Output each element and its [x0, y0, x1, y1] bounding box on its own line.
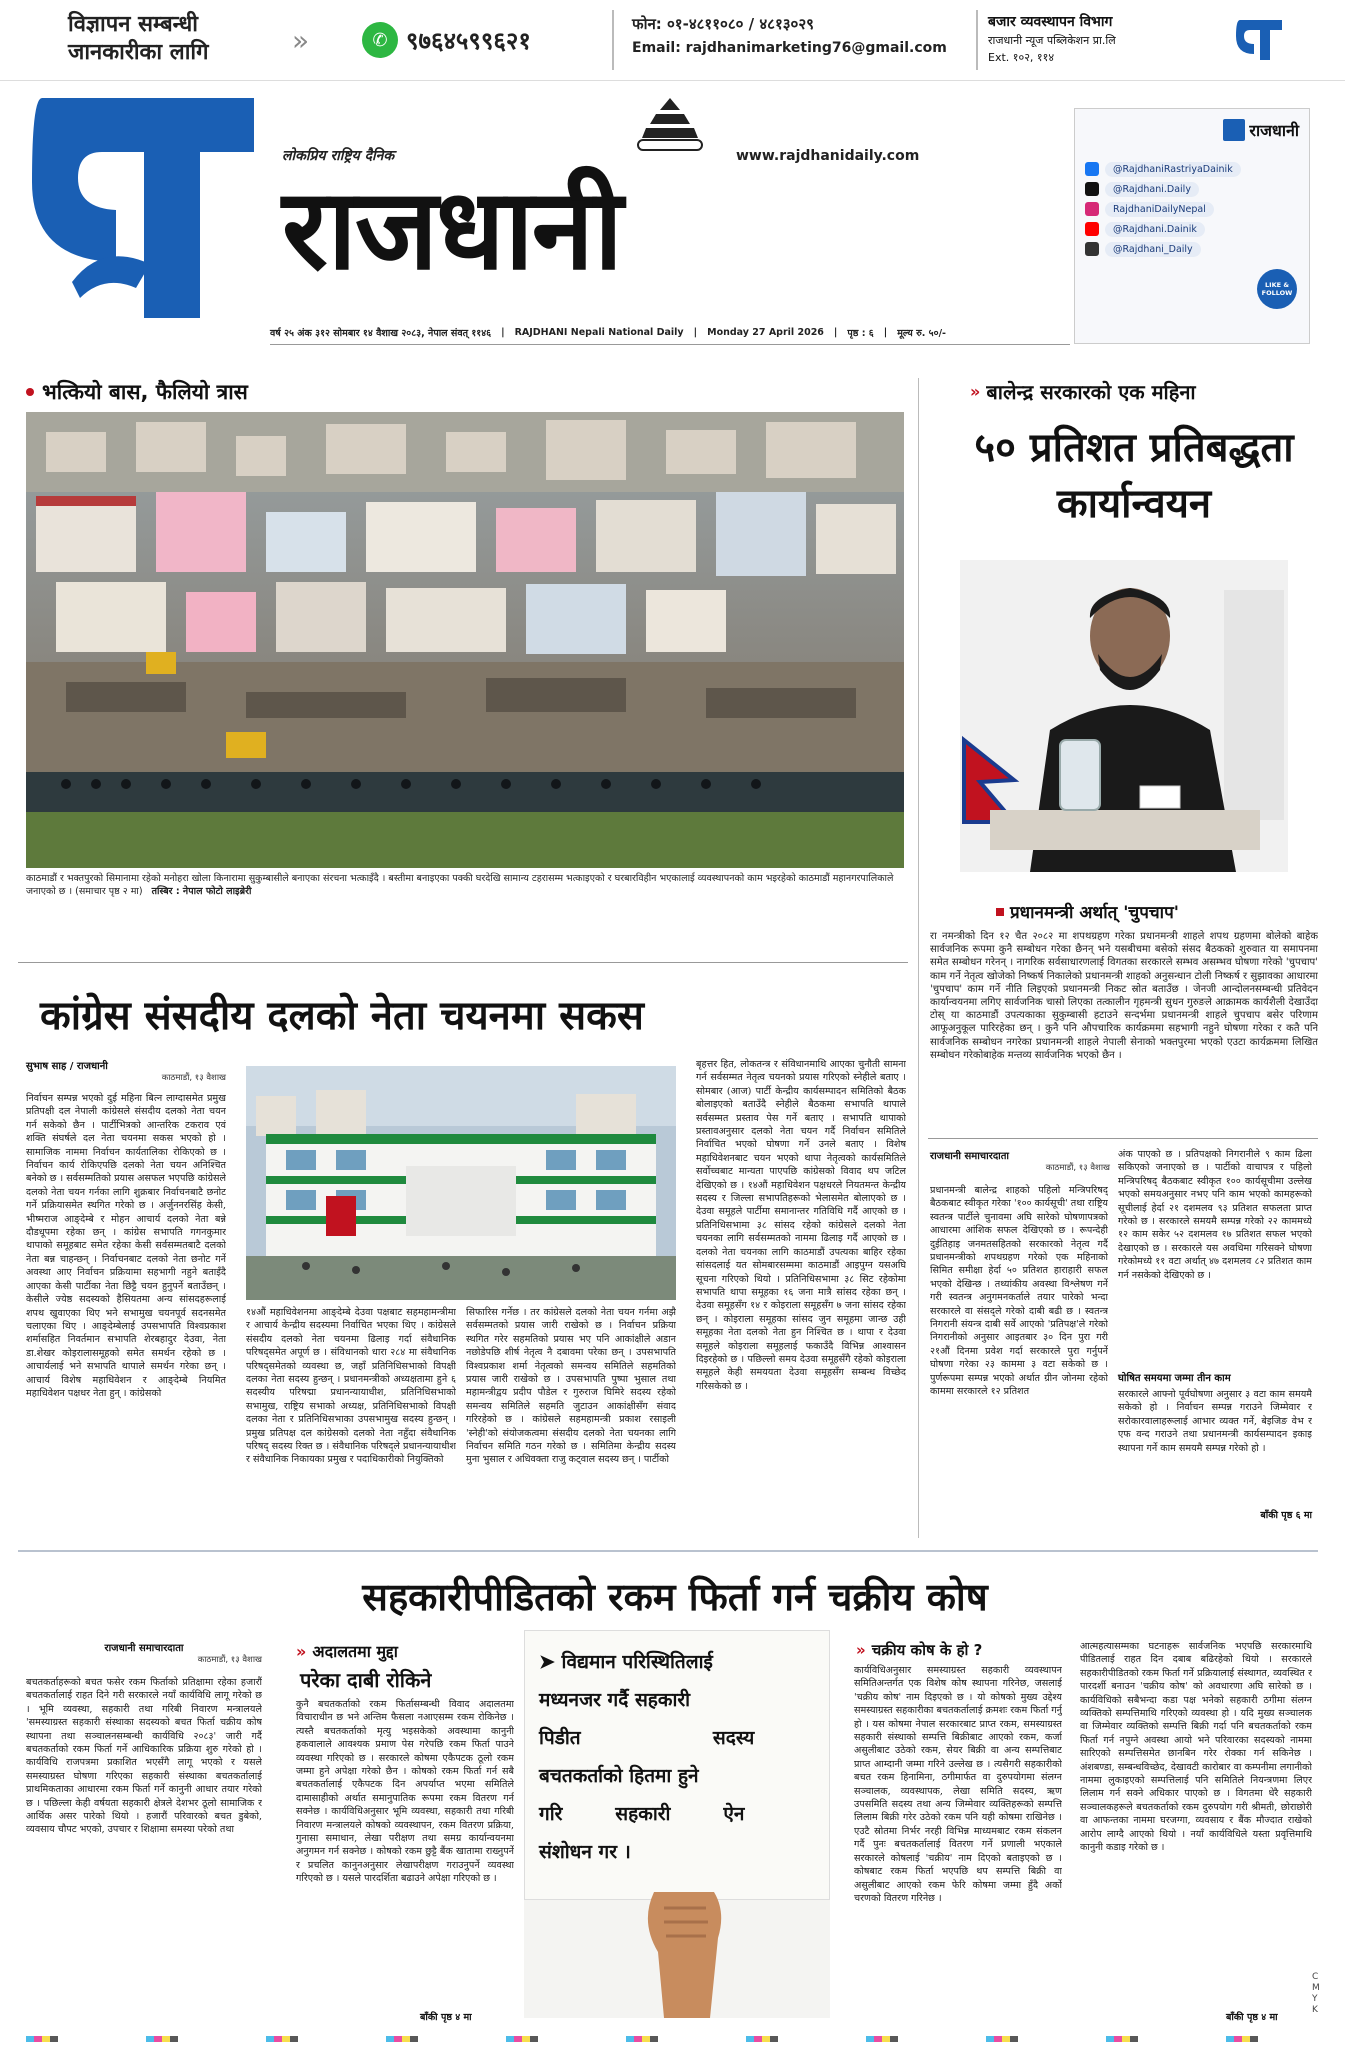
whatsapp-badge: [362, 22, 531, 58]
masthead-logo-icon: [32, 92, 262, 324]
tiktok-icon: [1085, 182, 1099, 196]
youtube-icon: [1085, 222, 1099, 236]
hand-holding-icon: [634, 1892, 734, 2018]
fund-text: कार्यविधिअनुसार समस्याग्रस्त सहकारी व्यवस्थापन समितिअन्तर्गत एक विशेष कोष स्थापना गरिनेछ, जसलाई 'चक्रीय कोष' नाम दिइएको छ । यो कोषको मुख्य उद्देश्य समस्याग्रस्त सहकारीका बचतकर्तालाई क्रमशः रकम फिर्ता गर्नु हो । यस कोषमा नेपाल सरकारबाट प्राप्त रकम, समस्याग्रस्त सहकारी संस्थाको सम्पत्ति बिक्रीबाट आएको रकम, कर्जा असुलीबाट उठेको रकम, सेयर बिक्री वा अन्य सम्पत्तिबाट प्राप्त आम्दानी जम्मा गरिने उल्लेख छ । त्यसैगरी सहकारीको बचत रकम हिनामिना, ठगीमार्फत वा दुरुपयोगमा संलग्न सञ्चालक, व्यवस्थापक, लेखा समिति सदस्य, ऋण उपसमिति सदस्य तथा अन्य जिम्मेवार व्यक्तिहरूको सम्पत्ति लिलाम बिक्री गरेर उठेको रकम पनि यही कोषमा राखिनेछ । एउटै स्रोतमा निर्भर नरही विभिन्न माध्यमबाट रकम संकलन गर्दै पुनः बचतकर्तालाई वितरण गर्ने प्रणाली भएकाले सरकारले कोषलाई 'चक्रीय' नाम दिएको बताइएको छ । कोषबाट रकम फिर्ता भएपछि थप सम्पत्ति बिक्री वा असुलीबाट आएको रकम फेरि कोषमा जम्मा हुँदै अर्को चरणको वितरण गरिनेछ ।: [854, 1665, 1062, 1904]
social-tiktok[interactable]: @Rajdhani.Daily: [1085, 179, 1299, 199]
pm-kicker: » बालेन्द्र सरकारको एक महिना: [970, 380, 1196, 404]
dateline-np: वर्ष २५ अंक ३१२ सोमबार १४ वैशाख २०८३, नेपाल संवत् ११४६: [270, 327, 492, 339]
dateline-en: RAJDHANI Nepali National Daily: [514, 326, 684, 338]
temple-emblem-icon: [628, 96, 712, 156]
pm-headline-2: कार्यान्वयन: [1056, 480, 1212, 527]
pm-sub-text: रा नमन्त्रीको दिन १२ चैत २०८२ मा शपथग्रहण गरेका प्रधानमन्त्री शाहले शपथ ग्रहणमा बोलेको बाहेक सार्वजनिक रूपमा कुनै सम्बोधन गरेका छैनन् भने यसबीचमा बसेको संसद बैठकको शुरुवात या समापनमा समेत सम्बोधन गरेनन् । नागरिक सर्वसाधारणलाई विगतका सरकारले सम्भव असम्भव घोषणा गरेको 'चुपचाप' काम गर्ने नेतृत्व खोजेको निष्कर्ष निकालेको प्रधानमन्त्री शाहको अनुसन्धान टोली निष्कर्ष र सुझावका आधारमा 'चुपचाप' काम गर्ने नीति लिइएको प्रधानमन्त्री निकट स्रोत बताउँछ । जेनजी आन्दोलनसम्बन्धी प्रतिवेदन कार्यान्वयनमा लगिए सार्वजनिक चासो लिएका तत्कालीन गृहमन्त्री सुधन गुरुङले आक्रामक कार्यशैली देखाउँदा टोस् या काठमाडौं उपत्यकाका सुकुम्बासी हटाउने सन्दर्भमा प्रधानमन्त्री शाहले चुपचाप बसेर परिणाम आफूअनुकूल पारिरहेका छन् । कुनै पनि औपचारिक कार्यक्रममा सहभागी नहुने घोषणा गरेका र कतै पनि सार्वजनिक सम्बोधन नगरेका प्रधानमन्त्री शाहले नेपाली सेनाको भक्तपुरमा भएको एउटा कार्यक्रममा लिखित सम्बोधन गरेकोबाहेक मन्तव्य सार्वजनिक भएको छैन ।: [930, 931, 1318, 1061]
ad-info-text: विज्ञापन सम्बन्धी जानकारीका लागि: [68, 11, 209, 65]
social-facebook[interactable]: @RajdhaniRastriyaDainik: [1085, 159, 1299, 179]
photo-caption: काठमाडौं र भक्तपुरको सिमानामा रहेको मनोहरा खोला किनारामा सुकुम्बासीले बनाएका संरचना भत्काइँदै । बस्तीमा बनाइएका पक्की घरदेखि सामान्य टहरासम्म भत्काइएको र घरबारविहीन भएकालाई व्यवस्थापनको काम भइरहेको काठमाडौं महानगरपालिकाले जनाएको छ । (समाचार पृष्ठ २ मा) तस्बिर : नेपाल फोटो लाइब्रेरी: [26, 873, 894, 897]
placard-line-2: मध्यनजर गर्दै सहकारी: [539, 1689, 691, 1711]
coop-continued-1: बाँकी पृष्ठ ४ मा: [420, 2012, 472, 2023]
whatsapp-icon: ✆: [362, 22, 398, 58]
placard-line-1: ➤ विद्यमान परिस्थितिलाई: [539, 1651, 713, 1673]
website: www.rajdhanidaily.com: [736, 148, 920, 164]
social-youtube[interactable]: @Rajdhani.Dainik: [1085, 219, 1299, 239]
coop-col-1: बचतकर्ताहरूको बचत फसेर रकम फिर्ताको प्रतिक्षामा रहेका हजारौं बचतकर्तालाई राहत दिने गरी सरकारले नयाँ कार्यविधि लागू गरेको छ । भूमि व्यवस्था, सहकारी तथा गरिबी निवारण मन्त्रालयले 'समस्याग्रस्त सहकारी संस्थाका सदस्यको बचत फिर्ता चक्रीय कोष स्थापना तथा सञ्चालनसम्बन्धी कार्यविधि २०८३' जारी गर्दै बचतकर्ताको रकम फिर्ता गर्ने आधिकारिक प्रक्रिया शुरु गरेको हो । कार्यविधि राजपत्रमा प्रकाशित भएसँगै लागू भएको र यसले समस्याग्रस्त घोषणा गरिएका सहकारी संस्थाका बचतकर्तालाई प्राथमिकताका आधारमा रकम फिर्ता गर्ने कानुनी आधार तयार गरेको छ । पछिल्ला केही वर्षयता सहकारी क्षेत्रले देशभर ठूलो सामाजिक र आर्थिक असर पारेको थियो । हजारौं परिवारको बचत डुबेको, व्यवसाय चौपट भएको, उपचार र शिक्षामा समस्या परेको तथा: [26, 1677, 262, 1836]
pm-byline-block: [930, 1148, 1110, 1173]
price: मूल्य रु. ५०/-: [897, 327, 946, 339]
coop-place: काठमाडौं, १३ वैशाख: [197, 1655, 262, 1665]
instagram-icon: [1085, 202, 1099, 216]
whatsapp-number: ९७६४५९९६२१: [406, 26, 531, 55]
placard-sign: [524, 1630, 830, 1900]
bullet-icon: [26, 388, 34, 396]
pm-col-3: सरकारले आफ्नो पूर्वघोषणा अनुसार ३ वटा काम समयमै सकेको हो । निर्वाचन सम्पन्न गराउने जिम्मेवार र सरोकारवालाहरूलाई आभार व्यक्त गर्ने, बेइजिङ वेभ र एफ वन्द गराउने तथा प्रधानमन्त्री कार्यसम्पादन इकाइ स्थापना गर्ने काम समयमै सम्पन्न गरेको हो ।: [1118, 1389, 1312, 1454]
pm-rule: [928, 1138, 1318, 1139]
court-kicker: » अदालतमा मुद्दा: [296, 1641, 398, 1661]
dept-block: [988, 12, 1208, 65]
pm-col-2-wrap: [1118, 1148, 1312, 1532]
lead-rule: [18, 962, 908, 963]
x-icon: [1085, 242, 1099, 256]
newspaper-title: राजधानी: [282, 164, 621, 295]
double-chevron-icon: »: [856, 1641, 866, 1659]
color-bar: [26, 2036, 1306, 2042]
topbar-rule: [0, 80, 1345, 81]
court-text: कुनै बचतकर्ताको रकम फिर्तासम्बन्धी विवाद अदालतमा विचाराधीन छ भने अन्तिम फैसला नआएसम्म रकम रोकिनेछ । त्यस्तै बचतकर्ताको मृत्यु भइसकेको अवस्थामा कानुनी हकवालाले आवश्यक प्रमाण पेस गरेपछि रकम फिर्ता पाउने व्यवस्था गरिएको छ । सरकारले कोषमा एकैपटक ठूलो रकम जम्मा हुने अपेक्षा गरेको छैन । कोषको रकम फिर्ता गर्न सबै बचतकर्तालाई एकैपटक दिन अपर्याप्त भएमा समितिले दामासाहीको अर्थात समानुपातिक रूपमा रकम वितरण गर्न सक्नेछ । कार्यविधिअनुसार भूमि व्यवस्था, सहकारी तथा गरिबी निवारण मन्त्रालयले कोषको व्यवस्थापन, रकम वितरण प्रक्रिया, गुनासा समाधान, लेखा परीक्षण तथा समग्र कार्यान्वयनमा अनुगमन गर्न सक्नेछ । कोषको रकम छुट्टै बैंक खातामा राख्नुपर्ने र प्रचलित कानुनअनुसार लेखापरीक्षण गराउनुपर्ने व्यवस्था गरिएको छ । यसले पारदर्शिता बढाउने अपेक्षा गरिएको छ ।: [296, 1699, 514, 1885]
demolition-photo: [26, 412, 904, 868]
print-marks: C M Y K: [1312, 1972, 1320, 2015]
coop-col-right: आत्महत्यासम्मका घटनाहरू सार्वजनिक भएपछि सरकारमाथि पीडितलाई राहत दिन दबाब बढिरहेको थियो । सरकारले सहकारीपीडितको रकम फिर्ता गर्ने प्रक्रियालाई संस्थागत, व्यवस्थित र पारदर्शी बनाउन 'चक्रीय कोष' को अवधारणा अघि सारेको छ । कार्यविधिको सबैभन्दा कडा पक्ष भनेको सहकारी ठगीमा संलग्न व्यक्तिको सम्पत्तिमाथि गरिएको व्यवस्था हो । यदि मुख्य सञ्चालक वा जिम्मेवार व्यक्तिको सम्पत्ति बिक्री गर्दा पनि बचतकर्ताको रकम फिर्ता गर्न नपुग्ने अवस्था आयो भने परिवारका सदस्यको नाममा सारिएको सम्पत्तिसमेत छानबिन गरेर रोक्का गर्न सकिनेछ । अंशबण्डा, सम्बन्धविच्छेद, देखावटी कारोबार वा कम्पनीमा लगानीको नाममा लुकाइएको सम्पत्तिलाई पनि समितिले नियन्त्रणमा लिएर लिलाम गर्न सक्ने अधिकार पाएको छ । विगतमा धेरै सहकारी सञ्चालकहरूले बचतकर्ताको रकम दुरुपयोग गरी श्रीमती, छोराछोरी वा आफन्तका नाममा घरजग्गा, व्यवसाय र बैंक मौज्दात राखेको आरोप लाग्दै आएको थियो । नयाँ कार्यविधिले यस्ता प्रवृत्तिमाथि कानुनी कडाइ गरेको छ ।: [1080, 1641, 1312, 1854]
dept-company: राजधानी न्यूज पब्लिकेशन प्रा.लि: [988, 34, 1116, 47]
fund-kicker: » चक्रीय कोष के हो ?: [856, 1641, 983, 1659]
congress-byline-block: [26, 1058, 226, 1083]
placard-line-6: संशोधन गर ।: [539, 1841, 631, 1863]
divider: [612, 10, 614, 70]
coop-byline-block: [26, 1640, 262, 1665]
coop-continued-2: बाँकी पृष्ठ ४ मा: [1226, 2012, 1278, 2023]
double-chevron-icon: »: [970, 382, 981, 401]
pm-subhead: घोषित समयमा जम्मा तीन काम: [1118, 1373, 1231, 1384]
email-text: Email: rajdhanimarketing76@gmail.com: [632, 40, 947, 56]
court-head: परेका दाबी रोकिने: [300, 1668, 432, 1692]
section-rule: [18, 1550, 1318, 1552]
divider: [976, 10, 978, 70]
mini-logo-icon: [1223, 119, 1245, 141]
party-office-photo: [246, 1066, 676, 1300]
congress-col-4: बृहत्तर हित, लोकतन्त्र र संविधानमाथि आएका चुनौती सामना गर्न सर्वसम्मत नेतृत्व चयनको प्रयास गरिएको स्नेहीले बताए । सोमबार (आज) पार्टी केन्द्रीय कार्यसम्पादन समितिको बैठक बोलाइएको बताउँदै स्नेहीले बैठकमा सभापति थापाले सर्वसम्मत प्रस्ताव पेस गर्ने बताए । सभापति थापाको प्रस्तावअनुसार दलको नेता चयन गर्दै निर्वाचन समितिले निर्वाचित भएको घोषणा गर्ने उनले बताए । विशेष महाधिवेशनबाट चयन भएको थापा नेतृत्वको कार्यसमितिले सर्वोच्चबाट मान्यता पाएपछि कांग्रेसको विवाद थप जटिल देखिएको छ । १४औं महाधिवेशन पक्षधरले नियतमन्त केन्द्रीय सदस्य र जिल्ला सभापतिहरूको भेलासमेत बोलाएको छ । देउवा समूहले पार्टीमा समानान्तर गतिविधि गर्दै आएको छ । प्रतिनिधिसभामा ३८ सांसद रहेको कांग्रेसले दलको नेता चयनका लागि सर्वसम्मतको नाममा ढिलाइ गर्दै आएको छ । दलको नेता चयनका लागि काठमाडौं उपत्यका बाहिर रहेका सांसदलाई यत सोमबारसम्ममा काठमाडौं आइपुग्न यसअघि सूचना गरिएको थियो । प्रतिनिधिसभामा ३८ सिट रहेकोमा सभापति थापा समूहका १६ जना मात्रै सांसद रहेका छन् । देउवा समूहसँग १४ र कोइराला समूहसँग ७ जना सांसद रहेका छन् । कोइराला समूहका सांसद जुन समूहमा जान्छ उही समूहका नेता दलको नेता हुन निश्चित छ । थापा र देउवा समूहले कोइराला समूहलाई फकाउँदै विभिन्न आश्वासन दिइरहेको छ । पछिल्लो समय देउवा समूहसँगै रहेको कोइराला समूहले केही समययता देउवा समूहसँग सम्बन्ध विच्छेद गरिसकेको छ ।: [696, 1059, 906, 1392]
pm-portrait-photo: [960, 560, 1288, 872]
square-bullet-icon: [996, 908, 1004, 916]
pm-continued: बाँकी पृष्ठ ६ मा: [1260, 1510, 1312, 1521]
pm-headline-1: ५० प्रतिशत प्रतिबद्धता: [974, 424, 1294, 471]
lead-kicker: भत्कियो बास, फैलियो त्रास: [26, 378, 248, 406]
placard-line-4: बचतकर्ताको हितमा हुने: [539, 1765, 699, 1787]
dept-title: बजार व्यवस्थापन विभाग: [988, 14, 1113, 30]
chevrons-icon: »: [292, 24, 302, 57]
congress-byline: सुभाष साह / राजधानी: [26, 1061, 108, 1072]
column-divider: [918, 378, 919, 1538]
dateline-rule: [270, 344, 1070, 345]
congress-headline: कांग्रेस संसदीय दलको नेता चयनमा सकस: [40, 992, 644, 1039]
congress-place: काठमाडौं, १३ वैशाख: [161, 1073, 226, 1083]
dept-ext: Ext. १०२, ११४: [988, 51, 1055, 64]
social-box: [1074, 108, 1310, 344]
social-x[interactable]: @Rajdhani_Daily: [1085, 239, 1299, 259]
contact-block: [632, 14, 972, 56]
double-chevron-icon: »: [296, 1641, 307, 1661]
congress-col-2: १४औं महाधिवेशनमा आङ्देम्बे देउवा पक्षबाट सहमहामन्त्रीमा र आचार्य केन्द्रीय सदस्यमा निर्वाचित भएका थिए । कांग्रेसले संसदीय दलको नेता चयनमा ढिलाइ गर्दा संवैधानिक परिषद्समेत अपूर्ण छ । संविधानको धारा २८४ मा संवैधानिक परिषद्समेतको व्यवस्था छ, जहाँ प्रतिनिधिसभाको विपक्षी दलका नेता सदस्य हुन्छन् । प्रधानमन्त्रीको अध्यक्षतामा हुने ६ सदस्यीय परिषद्मा प्रधानन्यायाधीश, प्रतिनिधिसभाको सभामुख, राष्ट्रिय सभाको अध्यक्ष, प्रतिनिधिसभाको विपक्षी दलका नेता र प्रतिनिधिसभाका उपसभामुख सदस्य हुन्छन् । प्रमुख प्रतिपक्ष दल कांग्रेसको दलको नेता नहुँदा संवैधानिक परिषद् सदस्य रिक्त छ । संवैधानिक परिषद्ले प्रधानन्यायाधीश र संवैधानिक निकायका प्रमुख र पदाधिकारीको नियुक्तिको: [246, 1307, 456, 1466]
coop-byline: राजधानी समाचारदाता: [104, 1643, 184, 1654]
placard-line-3: पिडीत सदस्य: [539, 1727, 755, 1749]
congress-col-1: निर्वाचन सम्पन्न भएको दुई महिना बित्न लाग्दासमेत प्रमुख प्रतिपक्षी दल नेपाली कांग्रेसले संसदीय दलको नेता चयन गर्न सकेको छैन । पार्टीभित्रको आन्तरिक टकराव एवं शक्ति संघर्षले दल नेता चयनमा सकस भएको हो । सामाजिक नाममा निर्वाचन कार्यतालिका रोकिएको छ । निर्वाचन कार्य रोकिएपछि दलको नेता चयन अनिश्चित बनेको छ । सर्वसम्मतिको प्रयास असफल भएपछि कांग्रेसले दलको नेता चयन गर्नका लागि शुक्रबार निर्वाचनबाटै छनोट गर्ने प्रक्रियासमेत स्थगित गरेको छ । अर्जुननरसिंह केसी, भीष्मराज आङ्देम्बे र मोहन आचार्य दलको नेता बन्ने दौडधूपमा रहेका छन् । कांग्रेस सभापति गगनकुमार थापाको समूहबाट समेत रहेका केसी सर्वसम्मतबाटै दलको नेता बन्न चाहन्छन् । निर्वाचनबाट दलको नेता छनोट गर्ने अवस्था आए निर्वाचन प्रक्रियामा सहभागी नहुने बताइँदै आएका केसी पार्टीका नेता छिट्टै चयन हुनुपर्ने बताउँछन् । केसीले ज्येष्ठ सदस्यको हैसियतमा अन्य सांसदहरूलाई शपथ खुवाएका थिए भने सभामुख चयनपूर्व सदनसमेत चलाएका थिए । आङ्देम्बेलाई उपसभापति विश्वप्रकाश शर्मासहित निवर्तमान सभापति शेरबहादुर देउवा, नेता डा.शेखर कोइरालासमूहको समेत समर्थन रहेको छ । आचार्यलाई भने सभापति थापाले समर्थन गरेका छन् । आचार्य विशेष महाधिवेशन र आङ्देम्बे नियमित महाधिवेशन पक्षधर नेता हुन् । कांग्रेसको: [26, 1093, 226, 1399]
cooperative-headline: सहकारीपीडितको रकम फिर्ता गर्न चक्रीय कोष: [362, 1574, 988, 1619]
ad-info: [68, 10, 288, 66]
dateline-bar: वर्ष २५ अंक ३१२ सोमबार १४ वैशाख २०८३, नेपाल संवत् ११४६ | RAJDHANI Nepali National Daily | Monday 27 April 2026 | पृष्ठ : ६ | मूल्य रु. ५०/-: [270, 326, 946, 339]
placard-line-5: गरि सहकारी ऐन: [539, 1803, 745, 1825]
social-instagram[interactable]: RajdhaniDailyNepal: [1085, 199, 1299, 219]
like-follow-badge: LIKE & FOLLOW: [1257, 269, 1297, 309]
date-en: Monday 27 April 2026: [707, 326, 824, 338]
pm-sub-kicker: प्रधानमन्त्री अर्थात् 'चुपचाप': [996, 900, 1179, 923]
social-box-logo: राजधानी: [1085, 119, 1299, 141]
photo-credit: तस्बिर : नेपाल फोटो लाइब्रेरी: [151, 886, 252, 897]
congress-col-3: सिफारिस गर्नेछ । तर कांग्रेसले दलको नेता चयन गर्नमा अझै सर्वसम्मतको प्रयास जारी राखेको छ । निर्वाचन प्रक्रिया स्थगित गरेर सहमतिको प्रयास भए पनि आकांक्षीले अडान नछोडेपछि शीर्ष नेतृत्व नै दबावमा परेका छन् । उपसभापति विश्वप्रकाश शर्मा नेतृत्वको समन्वय समितिले सहमतिको प्रयास जारी राखेको छ । उपसभापति पुष्पा भुसाल तथा महामन्त्रीद्वय प्रदीप पौडेल र गुरुराज घिमिरे सदस्य रहेको समन्वय समितिले सहमति जुटाउन आकांक्षीसँग संवाद गरिरहेको छ । कांग्रेसले सहमहामन्त्री प्रकाश रसाइली 'स्नेही'को संयोजकत्वमा संसदीय दलको नेता चयनका लागि निर्वाचन समिति गठन गरेको छ । समितिमा केन्द्रीय सदस्य मुना भुसाल र अधिवक्ता राजु कट्वाल सदस्य छन् । पार्टीको: [466, 1307, 676, 1466]
pm-byline: राजधानी समाचारदाता: [930, 1151, 1010, 1162]
small-logo-icon: [1232, 10, 1290, 68]
phone-text: फोन: ०१-४८११०८० / ४८१३०२९: [632, 15, 814, 33]
tagline: लोकप्रिय राष्ट्रिय दैनिक: [282, 148, 395, 164]
pm-place: काठमाडौं, १३ वैशाख: [1045, 1163, 1110, 1173]
facebook-icon: [1085, 162, 1099, 176]
pm-col-2: अंक पाएको छ । प्रतिपक्षको निगरानीले ९ काम ढिला सकिएको जनाएको छ । पार्टीको वाचापत्र र पहिलो मन्त्रिपरिषद् बैठकबाट स्वीकृत १०० कार्यसूचीमा उल्लेख भएको समयअनुसार नभए पनि काम भएको कामहरूको सूचीलाई हेर्दा २१ दशमलव ९३ प्रतिशत सफलता प्राप्त गरेको छ । सरकारले समयमै सम्पन्न गरेको २२ काममध्ये १२ काम सकेर ५२ दशमलव १७ प्रतिशत सफल भएको देखाएको छ । सरकारले यस अवधिमा गरिसक्ने घोषणा गरेकोमध्ये ११ वटा अर्थात् ४७ दशमलव ८२ प्रतिशत काम गर्न नसकेको देखिएको छ ।: [1118, 1149, 1312, 1281]
pm-col-1: प्रधानमन्त्री बालेन्द्र शाहको पहिलो मन्त्रिपरिषद् बैठकबाट स्वीकृत गरेका '१०० कार्यसूची' तथा राष्ट्रिय स्वतन्त्र पार्टीले चुनावमा अघि सारेको घोषणापत्रको आधारमा आंशिक सफल देखिएको छ । रूपन्देही दुईतिहाइ जनमतसहितको सरकारको नेतृत्व गर्दै प्रधानमन्त्रीको शपथग्रहण गरेको एक महिनाको सिमित समीक्षा हेर्दा ५० प्रतिशत हाराहारी सफल भएको देखिन्छ । तथ्यांकीय अवस्था विश्लेषण गर्ने गरी स्वतन्त्र अनुगमनकर्ताले तयार पारेको भन्दा सरकारले वा संसद्ले गरेको दाबी बढी छ । स्वतन्त्र निगरानी संयन्त्र दाबी सर्वे आएको 'प्रतिपक्ष'ले गरेको निगरानीको अनुसार आइतबार ३० दिन पुरा गरी २१औं दिनमा प्रवेश गर्दा सरकारले पुरा गर्नुपर्ने घोषणा गरेका २३ काममा ३ वटा सकेको छ । पुर्णरूपमा सम्पन्न भएको अर्थात ग्रीन जोनमा रहेको काममा सरकारले १२ प्रतिशत: [930, 1185, 1108, 1398]
page-count: पृष्ठ : ६: [847, 327, 874, 339]
placard-photo: [524, 1630, 830, 2018]
